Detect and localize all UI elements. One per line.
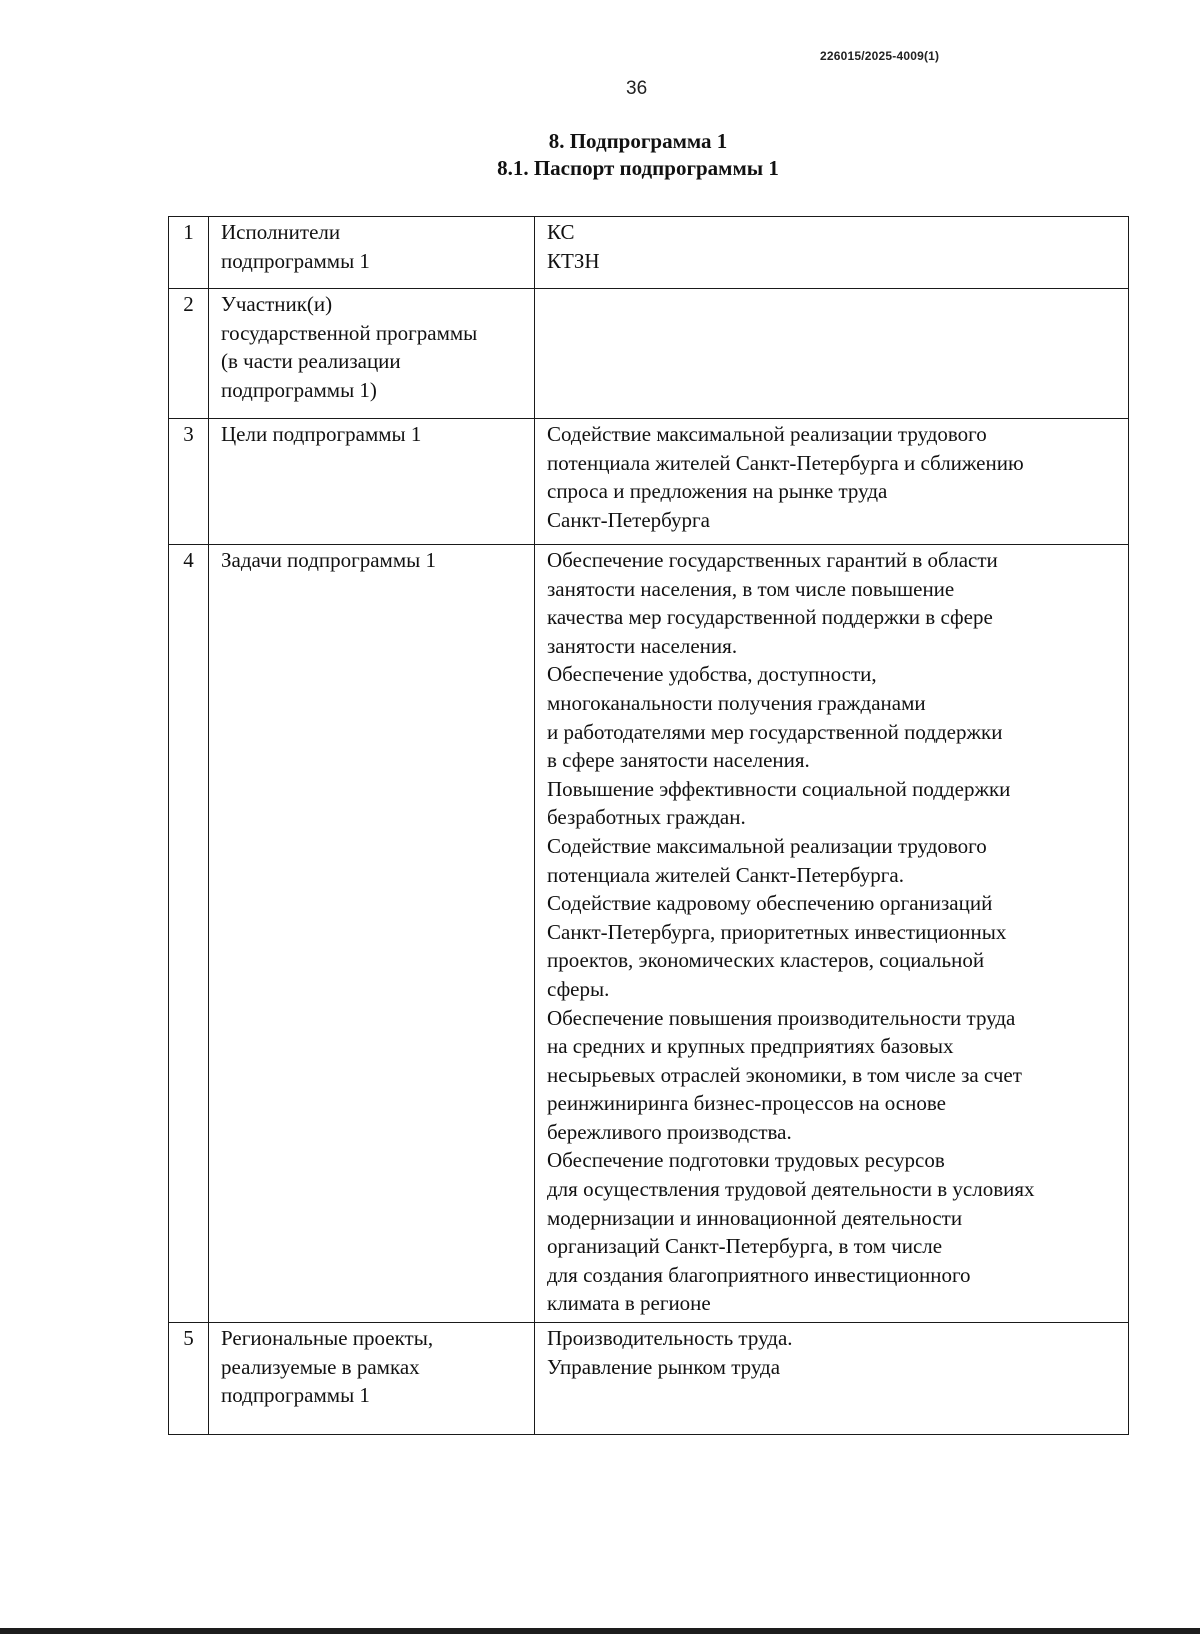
content-line: реинжиниринга бизнес-процессов на основе [547, 1091, 946, 1116]
content-line: и работодателями мер государственной поддержки [547, 719, 1003, 744]
content-line: модернизации и инновационной деятельности [547, 1205, 963, 1230]
row-number: 1 [169, 217, 209, 289]
document-registration-number: 226015/2025-4009(1) [820, 49, 940, 63]
label-line: реализуемые в рамках [221, 1354, 420, 1379]
content-line: Управление рынком труда [547, 1354, 781, 1379]
content-line: сферы. [547, 976, 610, 1001]
row-content [535, 289, 1129, 419]
row-label [209, 1323, 535, 1435]
row-number: 4 [169, 545, 209, 1323]
content-line: Обеспечение повышения производительности труда [547, 1005, 1016, 1030]
content-line: Обеспечение подготовки трудовых ресурсов [547, 1148, 945, 1173]
subsection-title: 8.1. Паспорт подпрограммы 1 [497, 156, 779, 180]
content-line: Обеспечение удобства, доступности, [547, 662, 877, 687]
content-line: для осуществления трудовой деятельности в условиях [547, 1177, 1035, 1202]
label-line: (в части реализации [221, 349, 401, 374]
content-line: Производительность труда. [547, 1326, 793, 1351]
content-line: бережливого производства. [547, 1119, 792, 1144]
content-line: в сфере занятости населения. [547, 748, 810, 773]
content-line: организаций Санкт-Петербурга, в том числе [547, 1234, 943, 1259]
page-title [0, 128, 1200, 182]
passport-row [169, 1323, 1129, 1435]
label-line: подпрограммы 1) [221, 377, 377, 402]
content-line: Содействие максимальной реализации трудового [547, 833, 987, 858]
content-line: Содействие кадровому обеспечению организаций [547, 891, 993, 916]
content-line: многоканальности получения гражданами [547, 690, 926, 715]
content-line: несырьевых отраслей экономики, в том числе за счет [547, 1062, 1022, 1087]
content-line: потенциала жителей Санкт-Петербурга и сближению [547, 450, 1024, 475]
content-line: Санкт-Петербурга [547, 507, 710, 532]
content-line: на средних и крупных предприятиях базовых [547, 1034, 954, 1059]
content-line: занятости населения. [547, 633, 738, 658]
content-line: Обеспечение государственных гарантий в области [547, 548, 998, 572]
label-line: Исполнители [221, 220, 341, 244]
row-label [209, 419, 535, 545]
section-title: 8. Подпрограмма 1 [548, 129, 728, 153]
row-label [209, 289, 535, 419]
label-line: подпрограммы 1 [221, 1383, 370, 1408]
content-line: КТЗН [547, 248, 600, 273]
row-number: 2 [169, 289, 209, 419]
passport-row [169, 545, 1129, 1323]
row-content [535, 217, 1129, 289]
label-line: государственной программы [221, 320, 478, 345]
content-line: Санкт-Петербурга, приоритетных инвестиционных [547, 919, 1007, 944]
label-line: Региональные проекты, [221, 1326, 434, 1351]
content-line: Содействие максимальной реализации трудового [547, 422, 987, 446]
row-number: 5 [169, 1323, 209, 1435]
row-content [535, 419, 1129, 545]
label-line: Задачи подпрограммы 1 [221, 548, 436, 572]
content-line: потенциала жителей Санкт-Петербурга. [547, 862, 904, 887]
content-line: климата в регионе [547, 1291, 711, 1316]
row-label [209, 545, 535, 1323]
content-line: безработных граждан. [547, 805, 746, 830]
content-line: проектов, экономических кластеров, социальной [547, 948, 985, 973]
content-line: занятости населения, в том числе повышение [547, 576, 955, 601]
row-content [535, 545, 1129, 1323]
passport-row [169, 289, 1129, 419]
content-line: для создания благоприятного инвестиционного [547, 1262, 971, 1287]
row-number: 3 [169, 419, 209, 545]
content-line: качества мер государственной поддержки в сфере [547, 605, 993, 630]
content-line: КС [547, 220, 575, 244]
label-line: подпрограммы 1 [221, 248, 370, 273]
label-line: Участник(и) [221, 292, 333, 316]
row-label [209, 217, 535, 289]
passport-row [169, 217, 1129, 289]
passport-row [169, 419, 1129, 545]
page-number: 36 [626, 78, 648, 99]
content-line: Повышение эффективности социальной поддержки [547, 776, 1011, 801]
row-content [535, 1323, 1129, 1435]
passport-table [168, 216, 1129, 1435]
content-line: спроса и предложения на рынке труда [547, 479, 888, 504]
scan-bottom-edge [0, 1628, 1200, 1634]
label-line: Цели подпрограммы 1 [221, 422, 422, 446]
